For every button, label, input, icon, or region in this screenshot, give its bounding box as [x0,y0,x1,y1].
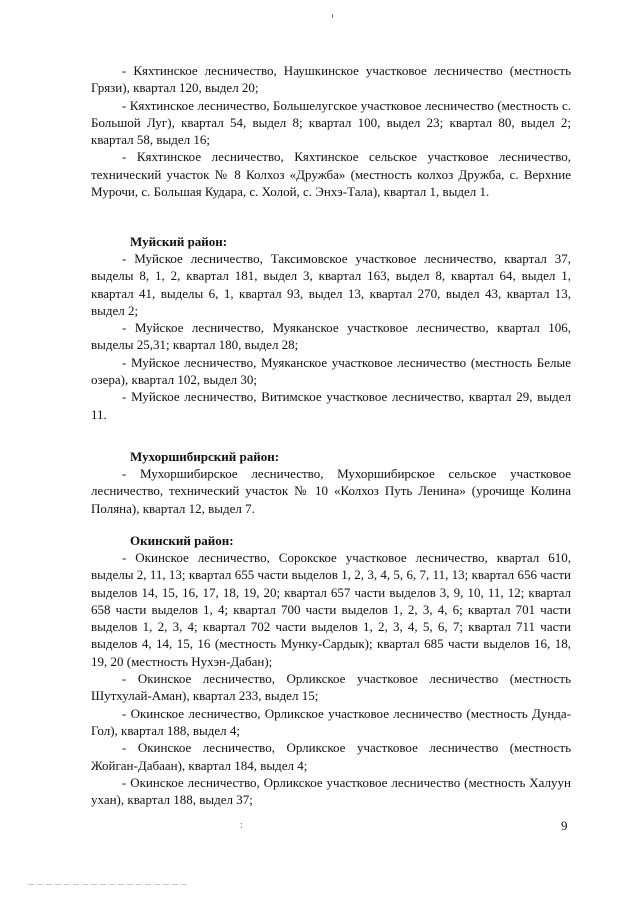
scan-artifact [28,884,188,885]
paragraph: - Окинское лесничество, Орликское участковое лесничество (местность Жойган-Дабаан), квартал 184, выдел 4; [91,740,571,773]
section-heading-mukhorshibirsky: Мухоршибирский район: [130,449,280,464]
okinsky-block [91,549,571,808]
paragraph: - Окинское лесничество, Сорокское участковое лесничество, квартал 610, выделы 2, 11, 13; квартал 655 части выделов 1, 2, 3, 4, 5, 6, 7, 11, 13; квартал 656 части выделов 14, 15, 16, 17, 18, 19, 20; квартал 657 части выделов 3, 9, 10, 11, 12; квартал 658 части выделов 1, 4; квартал 700 части выделов 1, 2, 3, 4, 6; квартал 701 части выделов 1, 2, 3, 4; квартал 702 части выделов 1, 2, 3, 4, 5, 6, 7; квартал 711 части выделов 4, 14, 15, 16 (местность Мунку-Сардык); квартал 685 части выделов 16, 18, 19, 20 (местность Нухэн-Дабан); [91,550,571,669]
mukhorshibirsky-block [91,465,571,517]
paragraph: - Муйское лесничество, Муяканское участковое лесничество, квартал 106, выделы 25,31; квартал 180, выдел 28; [91,320,571,353]
paragraph: - Муйское лесничество, Витимское участковое лесничество, квартал 29, выдел 11. [91,389,571,422]
paragraph: - Мухоршибирское лесничество, Мухоршибирское сельское участковое лесничество, технический участок № 10 «Колхоз Путь Ленина» (урочище Колина Поляна), квартал 12, выдел 7. [91,466,571,516]
muisky-block [91,250,571,423]
paragraph: - Окинское лесничество, Орликское участковое лесничество (местность Шутхулай-Аман), квартал 233, выдел 15; [91,671,571,704]
paragraph: - Кяхтинское лесничество, Кяхтинское сельское участковое лесничество, технический участок № 8 Колхоз «Дружба» (местность колхоз Дружба, с. Верхние Мурочи, с. Большая Кудара, с. Холой, с. Энхэ-Тала), квартал 1, выдел 1. [91,149,571,200]
paragraph: - Кяхтинское лесничество, Большелугское участковое лесничество (местность с. Большой Луг), квартал 54, выдел 8; квартал 100, выдел 23; квартал 80, выдел 2; квартал 58, выдел 16; [91,97,571,148]
paragraph: - Кяхтинское лесничество, Наушкинское участковое лесничество (местность Грязи), квартал 120, выдел 20; [91,63,571,96]
scan-mark [332,14,333,18]
section-heading-muisky: Муйский район: [130,234,228,249]
scan-mark: : [240,820,243,831]
page-number: 9 [561,818,568,833]
kyakhta-block [91,62,571,200]
paragraph: - Окинское лесничество, Орликское участковое лесничество (местность Дунда-Гол), квартал 188, выдел 4; [91,705,571,738]
section-heading-okinsky: Окинский район: [130,533,234,548]
paragraph: - Муйское лесничество, Таксимовское участковое лесничество, квартал 37, выделы 8, 1, 2, квартал 181, выдел 3, квартал 163, выдел 8, квартал 64, выдел 1, квартал 41, выделы 6, 1, квартал 93, выдел 13, квартал 270, выдел 43, квартал 13, выдел 2; [91,251,571,318]
paragraph: - Муйское лесничество, Муяканское участковое лесничество (местность Белые озера), квартал 102, выдел 30; [91,354,571,388]
paragraph: - Окинское лесничество, Орликское участковое лесничество (местность Халуун ухан), квартал 188, выдел 37; [91,774,571,808]
